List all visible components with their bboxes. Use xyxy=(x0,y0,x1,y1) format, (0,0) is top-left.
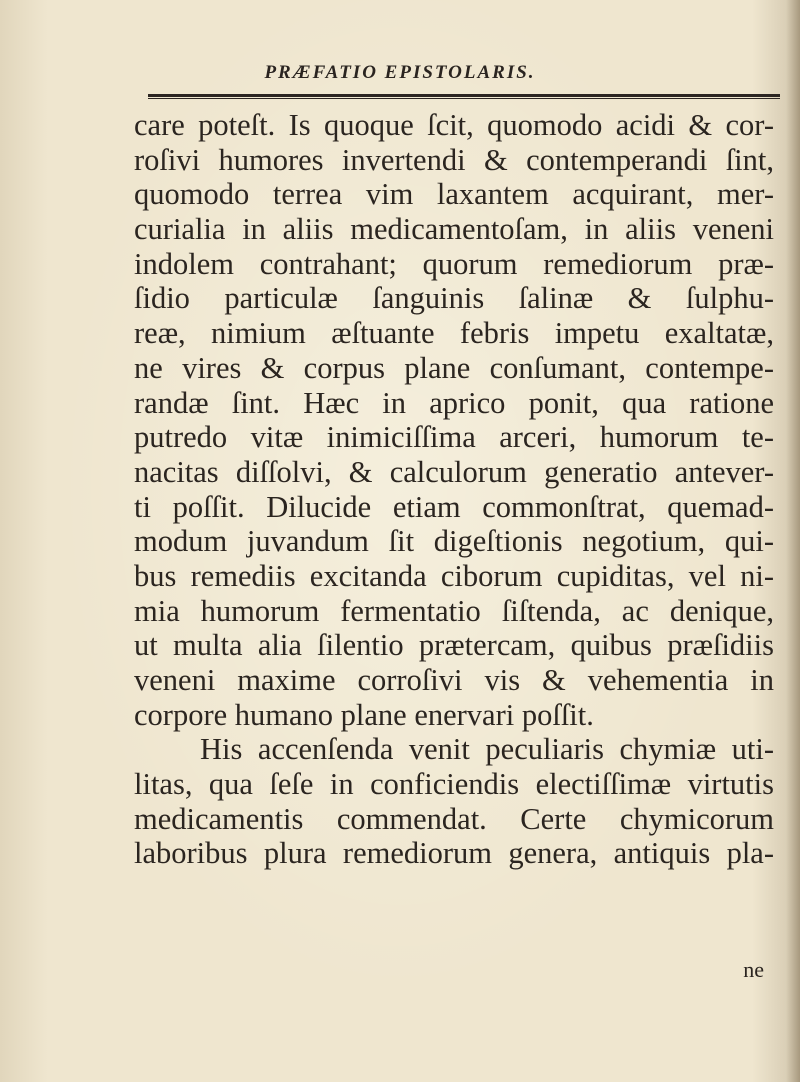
text-line: randæ ſint. Hæc in aprico ponit, qua ratione xyxy=(134,385,774,420)
text-line: care poteſt. Is quoque ſcit, quomodo acidi & cor- xyxy=(134,108,774,142)
text-line: indolem contrahant; quorum remediorum præ- xyxy=(134,246,774,281)
text-line: bus remediis excitanda ciborum cupiditas, vel ni- xyxy=(134,558,774,593)
catchword: ne xyxy=(743,957,764,982)
text-line: ut multa alia ſilentio prætercam, quibus præſidiis xyxy=(134,628,774,663)
text-line: quomodo terrea vim laxantem acquirant, mer- xyxy=(134,177,774,212)
text-line: roſivi humores invertendi & contemperandi ſint, xyxy=(134,142,774,177)
text-line: putredo vitæ inimiciſſima arceri, humorum te- xyxy=(134,420,774,455)
text-line: laboribus plura remediorum genera, antiquis pla- xyxy=(134,836,774,871)
text-line: veneni maxime corroſivi vis & vehementia in xyxy=(134,663,774,697)
text-line: ne vires & corpus plane conſumant, contempe- xyxy=(134,350,774,385)
text-line: mia humorum fermentatio ſiſtenda, ac denique, xyxy=(134,593,774,628)
paragraph-first-line: His accenſenda venit peculiaris chymiæ uti- xyxy=(200,732,774,767)
text-line: corpore humano plane enervari poſſit. xyxy=(134,697,594,732)
body-text xyxy=(134,108,774,871)
text-line: litas, qua ſeſe in conficiendis electiſſimæ virtutis xyxy=(134,767,774,802)
spine-shadow xyxy=(786,0,800,1082)
running-head: PRÆFATIO EPISTOLARIS. xyxy=(264,62,536,83)
text-line: ti poſſit. Dilucide etiam commonſtrat, quemad- xyxy=(134,489,774,524)
text-line: modum juvandum ſit digeſtionis negotium, qui- xyxy=(134,524,774,559)
text-line: medicamentis commendat. Certe chymicorum xyxy=(134,801,774,836)
text-line: curialia in aliis medicamentoſam, in aliis veneni xyxy=(134,212,774,247)
text-line: ſidio particulæ ſanguinis ſalinæ & ſulphu- xyxy=(134,281,774,316)
text-line: nacitas diſſolvi, & calculorum generatio antever- xyxy=(134,454,774,489)
text-line: reæ, nimium æſtuante febris impetu exaltatæ, xyxy=(134,316,774,351)
header-rule xyxy=(148,94,780,99)
